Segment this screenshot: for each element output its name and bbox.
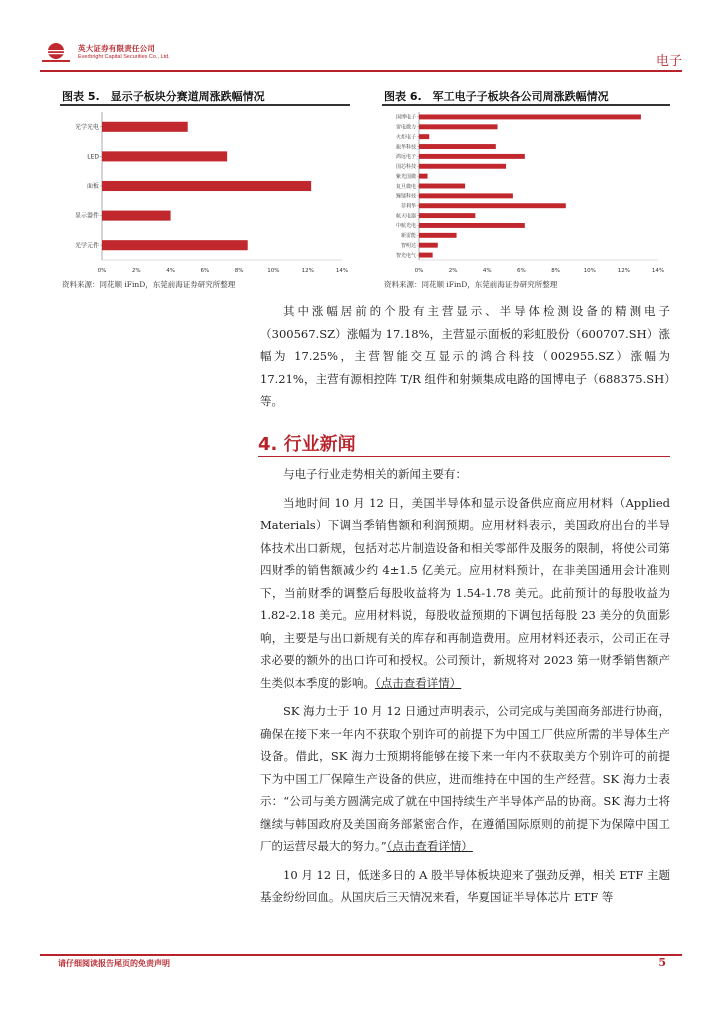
x-tick-label-5: 10%	[267, 268, 280, 274]
x-tick-label-4: 8%	[234, 268, 244, 274]
x-tick-label-5: 10%	[583, 268, 596, 274]
chart6-title: 图表 6. 军工电子子板块各公司周涨跌幅情况	[384, 90, 609, 103]
page-number: 5	[658, 956, 666, 969]
bar-8	[419, 184, 465, 189]
x-tick-label-6: 12%	[617, 268, 630, 274]
chart6-source: 资料来源：同花顺 iFinD，东莞前海证券研究所整理	[384, 280, 558, 289]
bar-6	[419, 164, 506, 169]
bar-2	[419, 124, 498, 129]
x-tick-label-2: 4%	[482, 268, 492, 274]
footer-divider	[40, 954, 682, 956]
bar-4	[419, 144, 496, 149]
bar-5	[102, 240, 248, 250]
bar-5	[419, 154, 525, 159]
chart6-plot	[382, 106, 670, 276]
category-label-10: 菲利华	[400, 203, 416, 210]
chart5-plot	[60, 106, 350, 276]
category-label-11: 航天电器	[395, 213, 416, 220]
bar-3	[419, 134, 429, 139]
bar-7	[419, 174, 428, 179]
bar-4	[102, 211, 171, 221]
x-tick-label-2: 4%	[166, 268, 175, 274]
category-label-1: 国博电子	[395, 114, 416, 121]
category-label-13: 新雷能	[400, 233, 416, 240]
category-label-1: 光学光电	[74, 123, 99, 131]
news-lead: 与电子行业走势相关的新闻主要有：	[283, 467, 467, 481]
header-divider	[40, 70, 682, 72]
bar-15	[419, 253, 433, 258]
company-name-en: Everbright Capital Securities Co., Ltd.	[78, 54, 170, 60]
x-tick-label-3: 6%	[517, 268, 526, 274]
category-label-2: 雷电微力	[395, 124, 416, 131]
bar-3	[102, 181, 311, 191]
news-block	[260, 463, 670, 909]
x-tick-label-0: 0%	[97, 268, 107, 274]
x-tick-label-4: 8%	[551, 268, 560, 274]
x-tick-label-3: 6%	[200, 268, 210, 274]
intro-text: 其中涨幅居前的个股有主营显示、半导体检测设备的精测电子（300567.SZ）涨幅为 17.18%，主营显示面板的彩虹股份（600707.SH）涨幅为 17.25%，主营智能交互显示的鸿合科技（002955.SZ）涨幅为 17.21%，主营有源相控阵 T/R 组件和射频集成电路的国博电子（688375.SH）等。	[260, 304, 670, 408]
news-item-1-text: 当地时间 10 月 12 日，美国半导体和显示设备供应商应用材料（Applied Materials）下调当季销售额和利润预期。应用材料表示，美国政府出台的半导体技术出口新规，包括对芯片制造设备和相关零部件及服务的限制，将使公司第四财季的销售额减少约 4±1.5 亿美元。应用材料预计，在非美国通用会计准则下，当前财季的调整后每股收益将为 1.54-1.78 美元。此前预计的每股收益为 1.82-2.18 美元。应用材料说，每股收益预期的下调包括每股 23 美分的负面影响，主要是与出口新规有关的库存和再制造费用。应用材料还表示，公司正在寻求必要的额外的出口许可和授权。公司预计，新规将对 2023 第一财季销售额产生类似本季度的影响。	[260, 495, 670, 690]
x-tick-label-0: 0%	[414, 268, 424, 274]
sector-label: 电子	[655, 54, 682, 69]
bar-10	[419, 203, 566, 208]
category-label-5: 鸿远电子	[395, 154, 416, 161]
bar-13	[419, 233, 457, 238]
bar-1	[102, 122, 188, 132]
news-item-2-text: SK 海力士于 10 月 12 日通过声明表示，公司完成与美国商务部进行协商，确保在接下来一年内不获取个别许可的前提下为中国工厂供应所需的半导体生产设备。借此，SK 海力士预期将能够在接下来一年内不获取美方个别许可的前提下为中国工厂保障生产设备的供应，进而维持在中国的生产经营。SK 海力士表示：“公司与美方圆满完成了就在中国持续生产半导体产品的协商。SK 海力士将继续与韩国政府及美国商务部紧密合作，在遵循国际原则的前提下为保障中国工厂的运营尽最大的努力。”	[260, 704, 670, 853]
x-tick-label-7: 14%	[651, 268, 665, 274]
category-label-7: 紫光国微	[395, 173, 416, 180]
category-label-2: LED	[87, 153, 99, 161]
bar-9	[419, 193, 513, 198]
news-item-1	[260, 492, 670, 695]
x-tick-label-6: 12%	[301, 268, 314, 274]
category-label-9: 臻镭科技	[395, 193, 416, 200]
news-item-3: 10 月 12 日，低迷多日的 A 股半导体板块迎来了强劲反弹，相关 ETF 主题基金纷纷回血。从国庆后三天情况来看，华夏国证半导体芯片 ETF 等	[260, 867, 670, 904]
bar-14	[419, 243, 438, 248]
category-label-14: 智明达	[400, 242, 416, 249]
category-label-3: 火炬电子	[395, 134, 416, 141]
category-label-8: 复旦微电	[395, 183, 416, 190]
company-logo	[40, 41, 72, 65]
news-item-1-link[interactable]: （点击查看详情）	[375, 675, 462, 690]
x-tick-label-1: 2%	[131, 268, 141, 274]
company-name-cn: 英大证券有限责任公司	[78, 44, 155, 53]
category-label-5: 光学元件	[74, 242, 99, 250]
intro-paragraph	[260, 300, 670, 413]
footer-disclaimer: 请仔细阅读报告尾页的免责声明	[58, 958, 170, 968]
news-item-2-link[interactable]: （点击查看详情）	[386, 839, 473, 853]
chart5-source: 资料来源：同花顺 iFinD，东莞前海证券研究所整理	[62, 280, 236, 289]
x-tick-label-1: 2%	[448, 268, 458, 274]
category-label-4: 振华科技	[395, 144, 416, 151]
news-item-2	[260, 700, 670, 858]
category-label-4: 显示器件	[74, 212, 99, 220]
section-underline	[258, 456, 670, 457]
bar-11	[419, 213, 475, 218]
x-tick-label-7: 14%	[335, 268, 349, 274]
bar-12	[419, 223, 525, 228]
section-title: 4. 行业新闻	[258, 434, 356, 455]
category-label-12: 中航光电	[395, 223, 416, 230]
chart5-title: 图表 5. 显示子板块分赛道周涨跌幅情况	[62, 90, 265, 103]
bar-2	[102, 151, 227, 161]
category-label-6: 国芯科技	[395, 164, 416, 171]
bar-1	[419, 114, 641, 119]
category-label-15: 智光电气	[395, 252, 416, 259]
category-label-3: 面板	[86, 183, 99, 191]
